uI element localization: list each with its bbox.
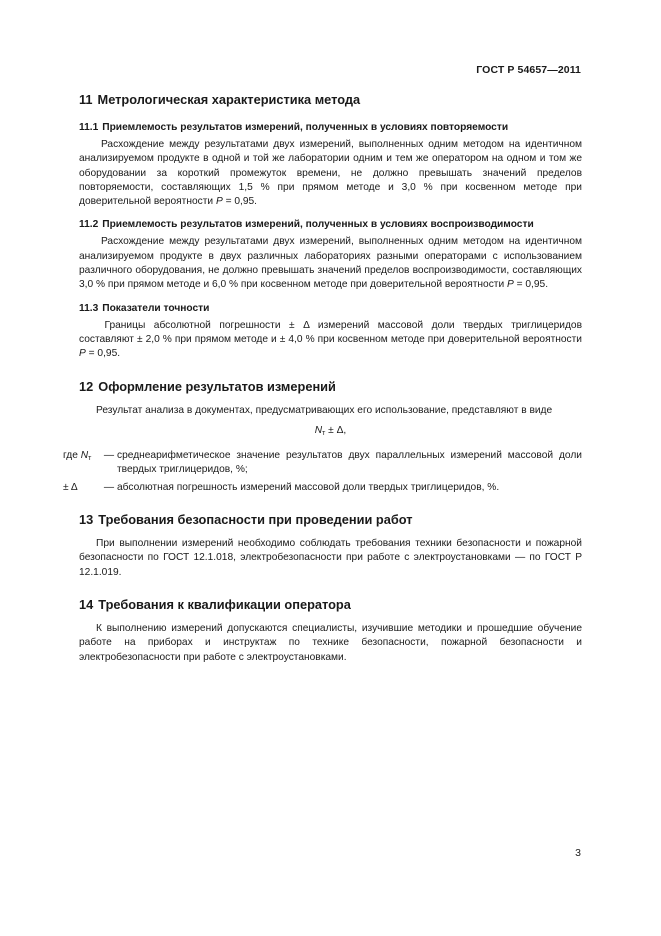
section-title: Требования к квалификации оператора [98, 596, 351, 612]
subsection-11-1-heading [79, 121, 582, 135]
definition-text: абсолютная погрешность измерений массовой доли твердых триглицеридов, %. [117, 481, 500, 493]
paragraph-11-2 [79, 235, 582, 292]
document-code: ГОСТ Р 54657—2011 [476, 64, 581, 76]
document-body [63, 92, 582, 665]
section-13-heading [79, 512, 582, 528]
section-title: Метрологическая характеристика метода [97, 92, 361, 107]
definition-label [63, 449, 101, 466]
formula-variable: N [314, 424, 323, 436]
where-word: где [63, 450, 81, 462]
subsection-number: 11.2 [79, 219, 99, 231]
definition-text: среднеарифметическое значение результатов двух параллельных измерений массовой доли твердых триглицеридов, %; [117, 450, 582, 476]
definition-label: ± Δ [63, 481, 78, 493]
result-formula [79, 424, 582, 441]
paragraph-13: При выполнении измерений необходимо соблюдать требования техники безопасности и пожарной безопасности по ГОСТ 12.1.018, электробезопасности при работе с электроустановками — по ГОСТ Р 12.1.019. [79, 538, 582, 578]
section-title: Оформление результатов измерений [98, 378, 336, 394]
section-11-heading [79, 92, 582, 108]
section-12-heading [79, 379, 582, 395]
paragraph-text-end: = 0,95. [513, 279, 549, 291]
subsection-title: Приемлемость результатов измерений, полученных в условиях воспроизводимости [102, 219, 534, 231]
section-14-heading [79, 597, 582, 613]
paragraph-12-intro: Результат анализа в документах, предусматривающих его использование, представляют в виде [96, 404, 553, 416]
definition-dash: — [103, 481, 115, 493]
paragraph-11-1 [79, 138, 582, 209]
formula-rest: ± Δ, [325, 424, 347, 436]
label-variable: N [80, 450, 89, 462]
probability-symbol: P [215, 196, 223, 208]
paragraph-text-end: = 0,95. [85, 348, 121, 360]
subsection-title: Показатели точности [102, 302, 210, 314]
subsection-number: 11.3 [79, 302, 99, 314]
label-subscript: т [88, 455, 92, 463]
subsection-title: Приемлемость результатов измерений, полученных в условиях повторяемости [102, 122, 509, 133]
page-number: 3 [575, 847, 581, 859]
paragraph-11-3 [79, 319, 582, 362]
definition-dash: — [103, 450, 115, 462]
subsection-11-3-heading [79, 302, 582, 316]
section-number: 13 [79, 512, 94, 528]
paragraph-text: Расхождение между результатами двух измерений, выполненных одним методом на идентичном анализируемом продукте в одной и той же лаборатории одним и тем же оператором на одном и том же оборудовании за короткий промежуток времени, не должно превышать значений пределов повторяемости, составляющих 1,5 % при прямом методе и 3,0 % при косвенном методе при доверительной вероятности [79, 139, 582, 208]
section-number: 14 [79, 596, 94, 612]
paragraph-text: Границы абсолютной погрешности ± Δ измерений массовой доли твердых триглицеридов составляют ± 2,0 % при прямом методе и ± 4,0 % при косвенном методе при доверительной вероятности [79, 319, 582, 345]
section-title: Требования безопасности при проведении работ [98, 512, 413, 528]
formula-subscript: т [322, 429, 326, 437]
section-number: 12 [79, 378, 94, 394]
subsection-11-2-heading [79, 218, 582, 232]
paragraph-text: Расхождение между результатами двух измерений, выполненных одним методом на идентичном анализируемом продукте в двух различных лабораториях разными операторами с использованием различного оборудования, не должно превышать значений пределов воспроизводимости, составляющих 3,0 % при прямом методе и 6,0 % при косвенном методе при доверительной вероятности [79, 236, 582, 291]
subsection-number: 11.1 [79, 122, 99, 133]
probability-symbol: P [506, 279, 514, 291]
paragraph-14: К выполнению измерений допускаются специалисты, изучившие методики и прошедшие обучение работе на приборах и инструктаж по технике безопасности, пожарной безопасности и электробезопасности при работе с электроустановками. [79, 622, 582, 663]
probability-symbol: P [79, 348, 86, 360]
definition-row [63, 481, 582, 495]
definition-row [63, 449, 582, 478]
section-number: 11 [79, 92, 93, 107]
paragraph-text-end: = 0,95. [222, 196, 258, 208]
